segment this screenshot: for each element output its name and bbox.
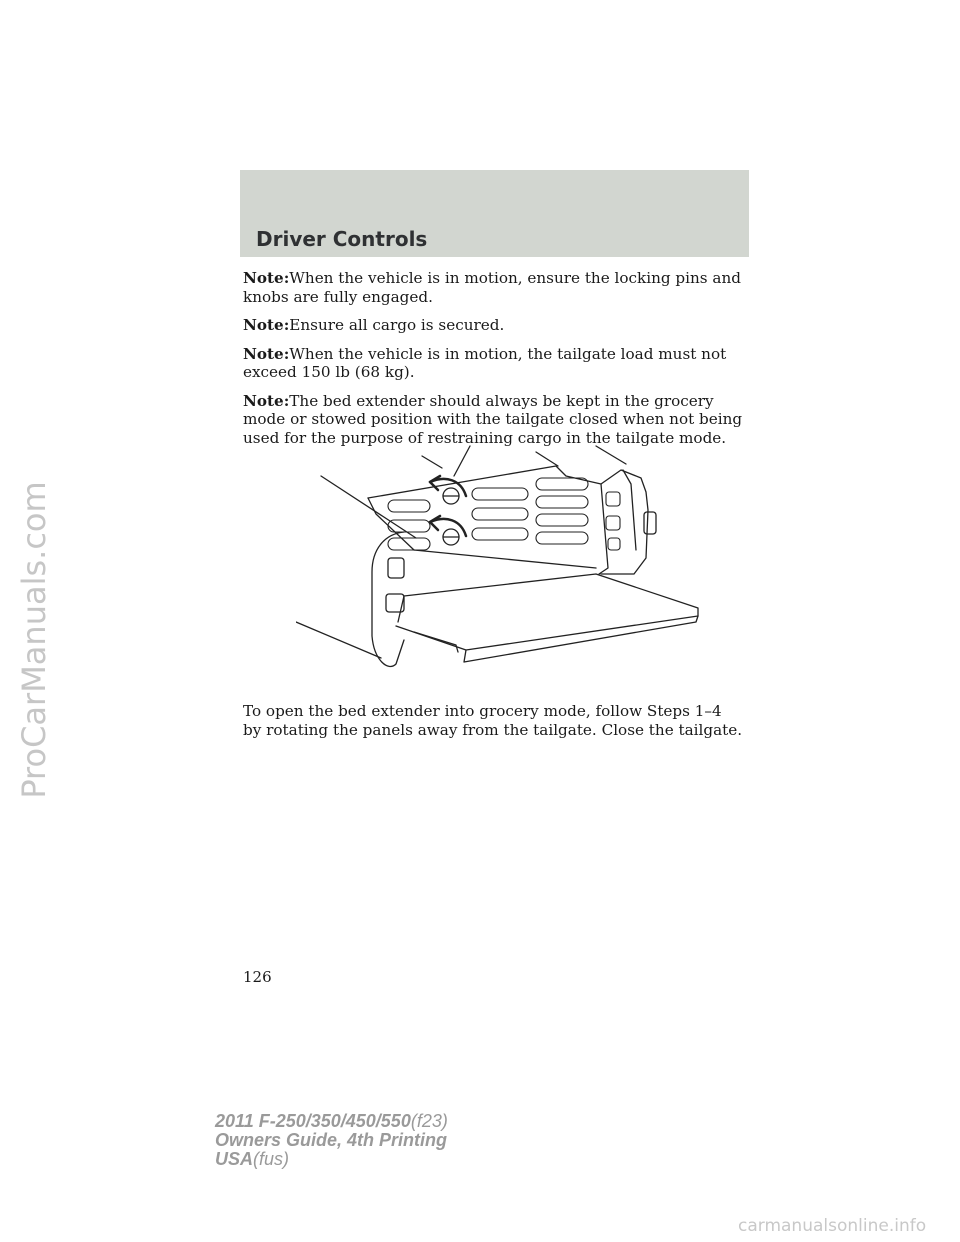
footer-model-code: (f23) <box>410 1111 448 1131</box>
notes-block <box>243 269 753 457</box>
side-watermark-text: ProCarManuals.com <box>15 481 53 799</box>
section-header-band <box>240 170 749 257</box>
footer-region-code: (fus) <box>253 1149 290 1169</box>
section-title: Driver Controls <box>256 227 428 251</box>
footer-model-line <box>215 1112 448 1131</box>
footer-model: 2011 F-250/350/450/550 <box>215 1111 411 1131</box>
note-text: Ensure all cargo is secured. <box>289 316 505 334</box>
page-number: 126 <box>243 968 272 986</box>
side-watermark <box>2 380 66 900</box>
footer-region: USA <box>215 1149 254 1169</box>
note-text: The bed extender should always be kept in the grocery mode or stowed position with the tailgate closed when not being used for the purpose of restraining cargo in the tailgate mode. <box>243 391 743 447</box>
print-footer <box>215 1112 448 1169</box>
note-label: Note: <box>243 391 290 410</box>
note-label: Note: <box>243 269 290 287</box>
note-paragraph <box>243 269 753 306</box>
footer-region-line <box>215 1150 448 1169</box>
instruction-paragraph: To open the bed extender into grocery mode, follow Steps 1–4 by rotating the panels away from the tailgate. Close the tailgate. <box>243 702 743 739</box>
note-paragraph <box>243 392 753 448</box>
note-paragraph <box>243 316 753 335</box>
note-text: When the vehicle is in motion, the tailgate load must not exceed 150 lb (68 kg). <box>243 344 727 381</box>
note-text: When the vehicle is in motion, ensure the locking pins and knobs are fully engaged. <box>243 269 741 306</box>
note-paragraph <box>243 345 753 382</box>
note-label: Note: <box>243 316 290 334</box>
footer-guide: Owners Guide, 4th Printing <box>215 1130 448 1150</box>
truck-bed-extender-illustration <box>296 440 706 672</box>
note-label: Note: <box>243 344 290 363</box>
bottom-watermark: carmanualsonline.info <box>738 1216 927 1236</box>
